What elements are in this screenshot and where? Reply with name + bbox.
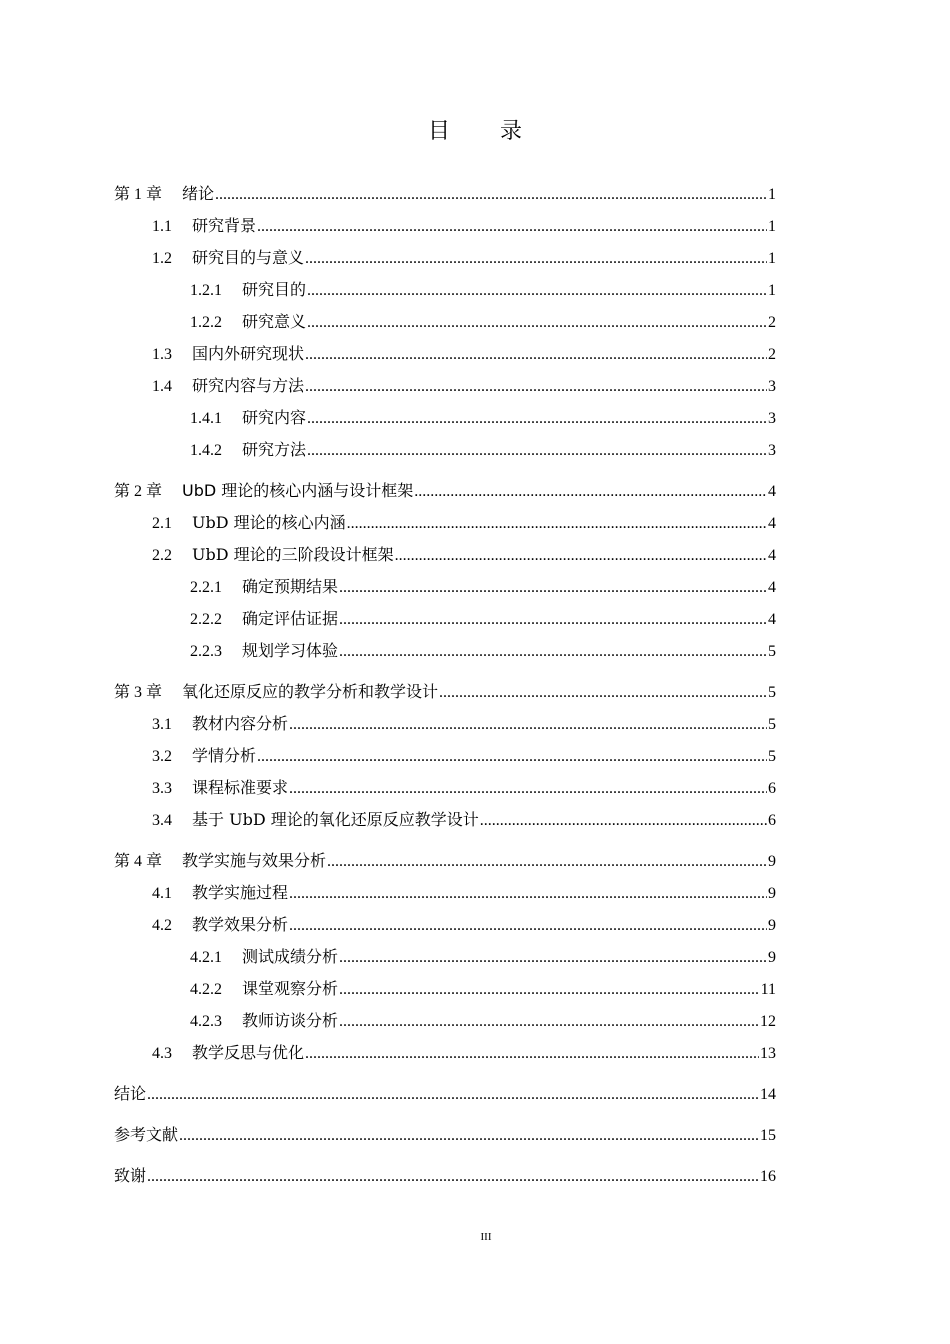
toc-dot-leader [414, 478, 767, 506]
toc-dot-leader [305, 245, 767, 273]
toc-entry[interactable] [114, 276, 776, 308]
toc-entry-page: 4 [768, 515, 776, 532]
toc-dot-leader [439, 679, 767, 707]
toc-dot-leader [215, 181, 767, 209]
toc-entry-title: UbD 理论的三阶段设计框架 [192, 545, 394, 564]
toc-dot-leader [257, 743, 767, 771]
toc-entry[interactable] [114, 477, 776, 509]
toc-entry[interactable] [114, 710, 776, 742]
toc-dot-leader [339, 944, 767, 972]
toc-entry-page: 1 [768, 186, 776, 203]
page-number: III [480, 1231, 492, 1243]
toc-entry-number: 3.3 [152, 780, 172, 797]
toc-entry[interactable] [114, 1080, 776, 1112]
toc-entry-title: 教学反思与优化 [192, 1043, 305, 1062]
toc-entry-page: 5 [768, 716, 776, 733]
toc-entry-number: 第 4 章 [114, 853, 163, 870]
toc-entry-number: 2.1 [152, 515, 172, 532]
toc-entry-title: 学情分析 [192, 746, 257, 765]
toc-entry-title: 课程标准要求 [192, 778, 289, 797]
toc-entry-number: 4.1 [152, 885, 172, 902]
toc-entry[interactable] [114, 1039, 776, 1071]
title-char-2: 录 [500, 119, 523, 144]
toc-entry-title: 绪论 [182, 184, 215, 203]
toc-entry-number: 1.3 [152, 346, 172, 363]
toc-dot-leader [147, 1163, 759, 1191]
toc-entry[interactable] [114, 340, 776, 372]
toc-entry-page: 1 [768, 282, 776, 299]
toc-entry-number: 1.1 [152, 218, 172, 235]
toc-entry-title: 国内外研究现状 [192, 344, 305, 363]
toc-entry[interactable] [114, 1162, 776, 1194]
toc-entry-number: 4.3 [152, 1045, 172, 1062]
toc-dot-leader [257, 213, 767, 241]
toc-entry[interactable] [114, 911, 776, 943]
toc-entry-title: 研究内容 [242, 408, 307, 427]
toc-entry[interactable] [114, 678, 776, 710]
toc-dot-leader [339, 574, 767, 602]
toc-dot-leader [339, 976, 760, 1004]
toc-dot-leader [289, 880, 767, 908]
toc-entry-number: 3.2 [152, 748, 172, 765]
toc-entry-title: 测试成绩分析 [242, 947, 339, 966]
toc-entry-number: 4.2 [152, 917, 172, 934]
toc-dot-leader [289, 912, 767, 940]
toc-entry-number: 2.2 [152, 547, 172, 564]
toc-entry[interactable] [114, 637, 776, 669]
toc-entry-page: 3 [768, 442, 776, 459]
toc-entry-page: 4 [768, 611, 776, 628]
toc-entry-title: 基于 UbD 理论的氧化还原反应教学设计 [192, 810, 479, 829]
toc-entry[interactable] [114, 975, 776, 1007]
toc-dot-leader [339, 638, 767, 666]
toc-entry-page: 4 [768, 483, 776, 500]
title-char-1: 目 [427, 119, 450, 144]
toc-entry[interactable] [114, 308, 776, 340]
toc-entry-page: 12 [760, 1013, 776, 1030]
toc-entry-title: 确定预期结果 [242, 577, 339, 596]
toc-entry[interactable] [114, 180, 776, 212]
toc-entry-number: 4.2.1 [190, 949, 222, 966]
toc-entry-page: 1 [768, 250, 776, 267]
toc-entry-page: 16 [760, 1168, 776, 1185]
toc-entry-number: 4.2.3 [190, 1013, 222, 1030]
toc-entry-title: 研究内容与方法 [192, 376, 305, 395]
toc-dot-leader [179, 1122, 759, 1150]
toc-entry-page: 4 [768, 547, 776, 564]
toc-dot-leader [307, 405, 767, 433]
toc-dot-leader [289, 711, 767, 739]
toc-entry-page: 2 [768, 314, 776, 331]
toc-entry-title: 研究目的 [242, 280, 307, 299]
toc-entry-title: UbD 理论的核心内涵 [192, 513, 346, 532]
toc-entry-page: 15 [760, 1127, 776, 1144]
toc-entry-page: 2 [768, 346, 776, 363]
toc-entry-title: 氧化还原反应的教学分析和教学设计 [182, 682, 439, 701]
toc-entry[interactable] [114, 847, 776, 879]
toc-entry-number: 3.4 [152, 812, 172, 829]
toc-entry-page: 9 [768, 853, 776, 870]
toc-entry-page: 6 [768, 780, 776, 797]
toc-entry-number: 1.2.2 [190, 314, 222, 331]
toc-dot-leader [347, 510, 767, 538]
toc-entry-page: 9 [768, 949, 776, 966]
table-of-contents [114, 180, 776, 1194]
toc-entry-title: 教材内容分析 [192, 714, 289, 733]
toc-entry-page: 13 [760, 1045, 776, 1062]
toc-entry-number: 第 1 章 [114, 186, 163, 203]
toc-entry-number: 4.2.2 [190, 981, 222, 998]
toc-entry-page: 6 [768, 812, 776, 829]
toc-dot-leader [305, 373, 767, 401]
toc-entry[interactable] [114, 212, 776, 244]
toc-entry-title: 研究意义 [242, 312, 307, 331]
page-title [0, 114, 950, 145]
toc-entry-page: 1 [768, 218, 776, 235]
toc-entry-title: 研究方法 [242, 440, 307, 459]
toc-entry-page: 3 [768, 378, 776, 395]
toc-entry[interactable] [114, 806, 776, 838]
toc-entry[interactable] [114, 605, 776, 637]
toc-dot-leader [480, 807, 767, 835]
toc-dot-leader [289, 775, 767, 803]
toc-entry-title: 参考文献 [114, 1125, 179, 1144]
toc-entry[interactable] [114, 541, 776, 573]
toc-entry-title: 课堂观察分析 [242, 979, 339, 998]
toc-entry-number: 1.2.1 [190, 282, 222, 299]
toc-dot-leader [395, 542, 767, 570]
toc-entry-number: 1.4 [152, 378, 172, 395]
toc-entry[interactable] [114, 372, 776, 404]
toc-entry[interactable] [114, 943, 776, 975]
toc-entry-title: UbD 理论的核心内涵与设计框架 [182, 481, 414, 500]
toc-entry[interactable] [114, 774, 776, 806]
toc-entry-number: 2.2.3 [190, 643, 222, 660]
toc-entry-page: 9 [768, 917, 776, 934]
toc-entry-number: 1.4.1 [190, 410, 222, 427]
toc-entry[interactable] [114, 244, 776, 276]
toc-entry-title: 规划学习体验 [242, 641, 339, 660]
toc-entry[interactable] [114, 509, 776, 541]
toc-dot-leader [307, 309, 767, 337]
toc-entry-page: 3 [768, 410, 776, 427]
toc-entry-page: 4 [768, 579, 776, 596]
toc-entry-page: 5 [768, 643, 776, 660]
toc-entry-title: 教学实施与效果分析 [182, 851, 327, 870]
toc-entry-title: 研究背景 [192, 216, 257, 235]
toc-entry-number: 3.1 [152, 716, 172, 733]
toc-entry-page: 9 [768, 885, 776, 902]
toc-entry-number: 2.2.2 [190, 611, 222, 628]
toc-entry-page: 5 [768, 748, 776, 765]
toc-entry[interactable] [114, 1121, 776, 1153]
toc-dot-leader [339, 606, 767, 634]
toc-dot-leader [327, 848, 767, 876]
toc-dot-leader [305, 1040, 759, 1068]
toc-entry[interactable] [114, 879, 776, 911]
toc-dot-leader [147, 1081, 759, 1109]
toc-entry-title: 教学效果分析 [192, 915, 289, 934]
toc-dot-leader [305, 341, 767, 369]
toc-entry[interactable] [114, 436, 776, 468]
toc-entry-title: 确定评估证据 [242, 609, 339, 628]
toc-entry-title: 教学实施过程 [192, 883, 289, 902]
toc-entry-number: 第 2 章 [114, 483, 163, 500]
toc-entry-number: 1.4.2 [190, 442, 222, 459]
toc-dot-leader [307, 277, 767, 305]
toc-entry-number: 第 3 章 [114, 684, 163, 701]
toc-entry-page: 14 [760, 1086, 776, 1103]
toc-entry-title: 教师访谈分析 [242, 1011, 339, 1030]
toc-entry[interactable] [114, 404, 776, 436]
toc-entry-title: 致谢 [114, 1166, 147, 1185]
toc-dot-leader [339, 1008, 759, 1036]
toc-entry-number: 1.2 [152, 250, 172, 267]
toc-entry-page: 11 [760, 981, 776, 998]
toc-entry[interactable] [114, 573, 776, 605]
toc-entry-title: 研究目的与意义 [192, 248, 305, 267]
toc-entry[interactable] [114, 742, 776, 774]
toc-entry[interactable] [114, 1007, 776, 1039]
toc-entry-page: 5 [768, 684, 776, 701]
toc-entry-title: 结论 [114, 1084, 147, 1103]
toc-entry-number: 2.2.1 [190, 579, 222, 596]
toc-dot-leader [307, 437, 767, 465]
